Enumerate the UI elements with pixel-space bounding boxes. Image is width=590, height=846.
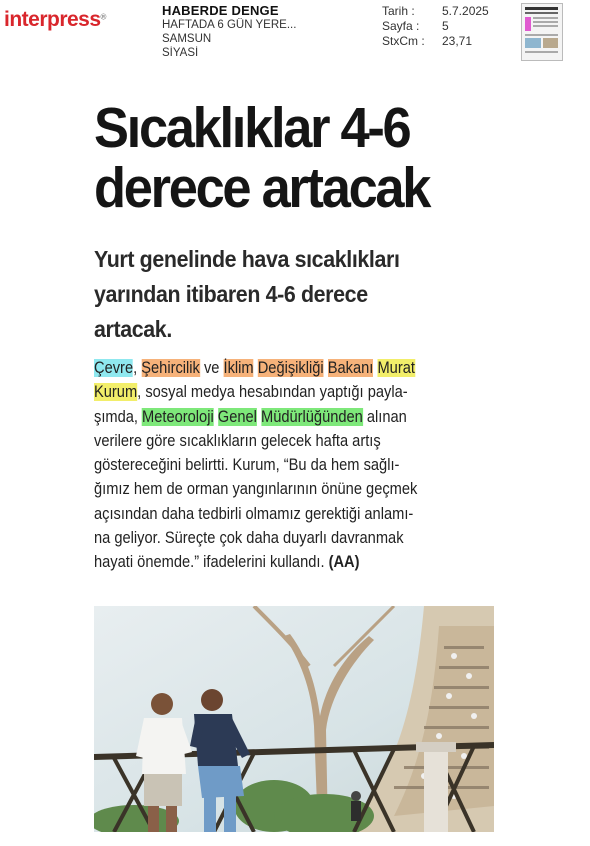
body-text-span: şımda, xyxy=(94,407,143,426)
meta-date-key: Tarih : xyxy=(382,4,415,18)
article-photo xyxy=(94,606,494,832)
body-text-span xyxy=(214,408,218,426)
meta-page-key: Sayfa : xyxy=(382,19,420,33)
body-line: na geliyor. Süreçte çok daha duyarlı davranmak xyxy=(94,529,404,548)
headline-line-2: derece artacak xyxy=(94,156,430,220)
body-line: verilere göre sıcaklıkların gelecek hafta artış xyxy=(94,431,381,450)
subhead-line-3: artacak. xyxy=(94,316,172,342)
body-text-span: , xyxy=(133,359,142,377)
highlight-term: Çevre xyxy=(94,359,134,377)
registered-mark: ® xyxy=(100,12,107,22)
article-headline xyxy=(94,98,471,218)
meta-date-row xyxy=(382,4,489,19)
headline-line-1: Sıcaklıklar 4-6 xyxy=(94,96,410,160)
highlight-term: Bakanı xyxy=(327,359,374,377)
clipping-meta xyxy=(382,4,489,49)
body-text-span: , sosyal medya hesabından yaptığı payla- xyxy=(137,383,408,402)
highlight-term: Genel xyxy=(217,407,257,426)
body-text-span: hayati önemde.” ifadelerini kullandı. xyxy=(94,553,329,572)
meta-page-value: 5 xyxy=(442,19,449,33)
meta-date-value: 5.7.2025 xyxy=(442,4,489,18)
body-line xyxy=(94,380,481,404)
publication-info xyxy=(162,4,352,60)
logo-text: interpress xyxy=(4,8,101,31)
meta-stxcm-value: 23,71 xyxy=(442,34,473,48)
highlight-term: İklim xyxy=(223,359,254,377)
publication-category: SİYASİ xyxy=(162,47,199,59)
subhead-line-1: Yurt genelinde hava sıcaklıkları xyxy=(94,246,400,272)
meta-stxcm-key: StxCm : xyxy=(382,34,425,48)
meta-stxcm-row xyxy=(382,34,489,49)
body-line xyxy=(94,356,481,380)
page-thumbnail[interactable] xyxy=(521,3,563,61)
subhead-line-2: yarından itibaren 4-6 derece xyxy=(94,281,368,307)
beach-scene-illustration xyxy=(94,606,494,832)
body-line: açısından daha tedbirli olmamız gerektiği anlamı- xyxy=(94,504,414,523)
body-text-span xyxy=(257,408,261,426)
publication-city: SAMSUN xyxy=(162,33,212,45)
highlight-term: Değişikliği xyxy=(257,359,324,377)
body-text-span: ve xyxy=(199,359,224,377)
body-line xyxy=(94,405,481,429)
publication-name: HABERDE DENGE xyxy=(162,3,279,18)
highlight-term: Murat xyxy=(377,359,415,377)
body-line xyxy=(94,550,481,574)
body-text-span: alınan xyxy=(362,407,407,426)
body-line: göstereceğini belirtti. Kurum, “Bu da hem sağlı- xyxy=(94,456,400,475)
meta-page-row xyxy=(382,19,489,34)
highlight-term: Kurum xyxy=(94,383,138,402)
highlight-term: Müdürlüğünden xyxy=(260,407,363,426)
article-subheadline xyxy=(94,242,466,347)
body-line: ğımız hem de orman yangınlarının önüne geçmek xyxy=(94,480,418,499)
highlight-term: Şehircilik xyxy=(141,359,200,377)
highlight-term: Meteoroloji xyxy=(142,407,214,426)
article-body xyxy=(94,356,481,575)
publication-edition: HAFTADA 6 GÜN YERE... xyxy=(162,19,297,31)
interpress-logo xyxy=(4,6,124,34)
source-credit: (AA) xyxy=(328,553,360,572)
